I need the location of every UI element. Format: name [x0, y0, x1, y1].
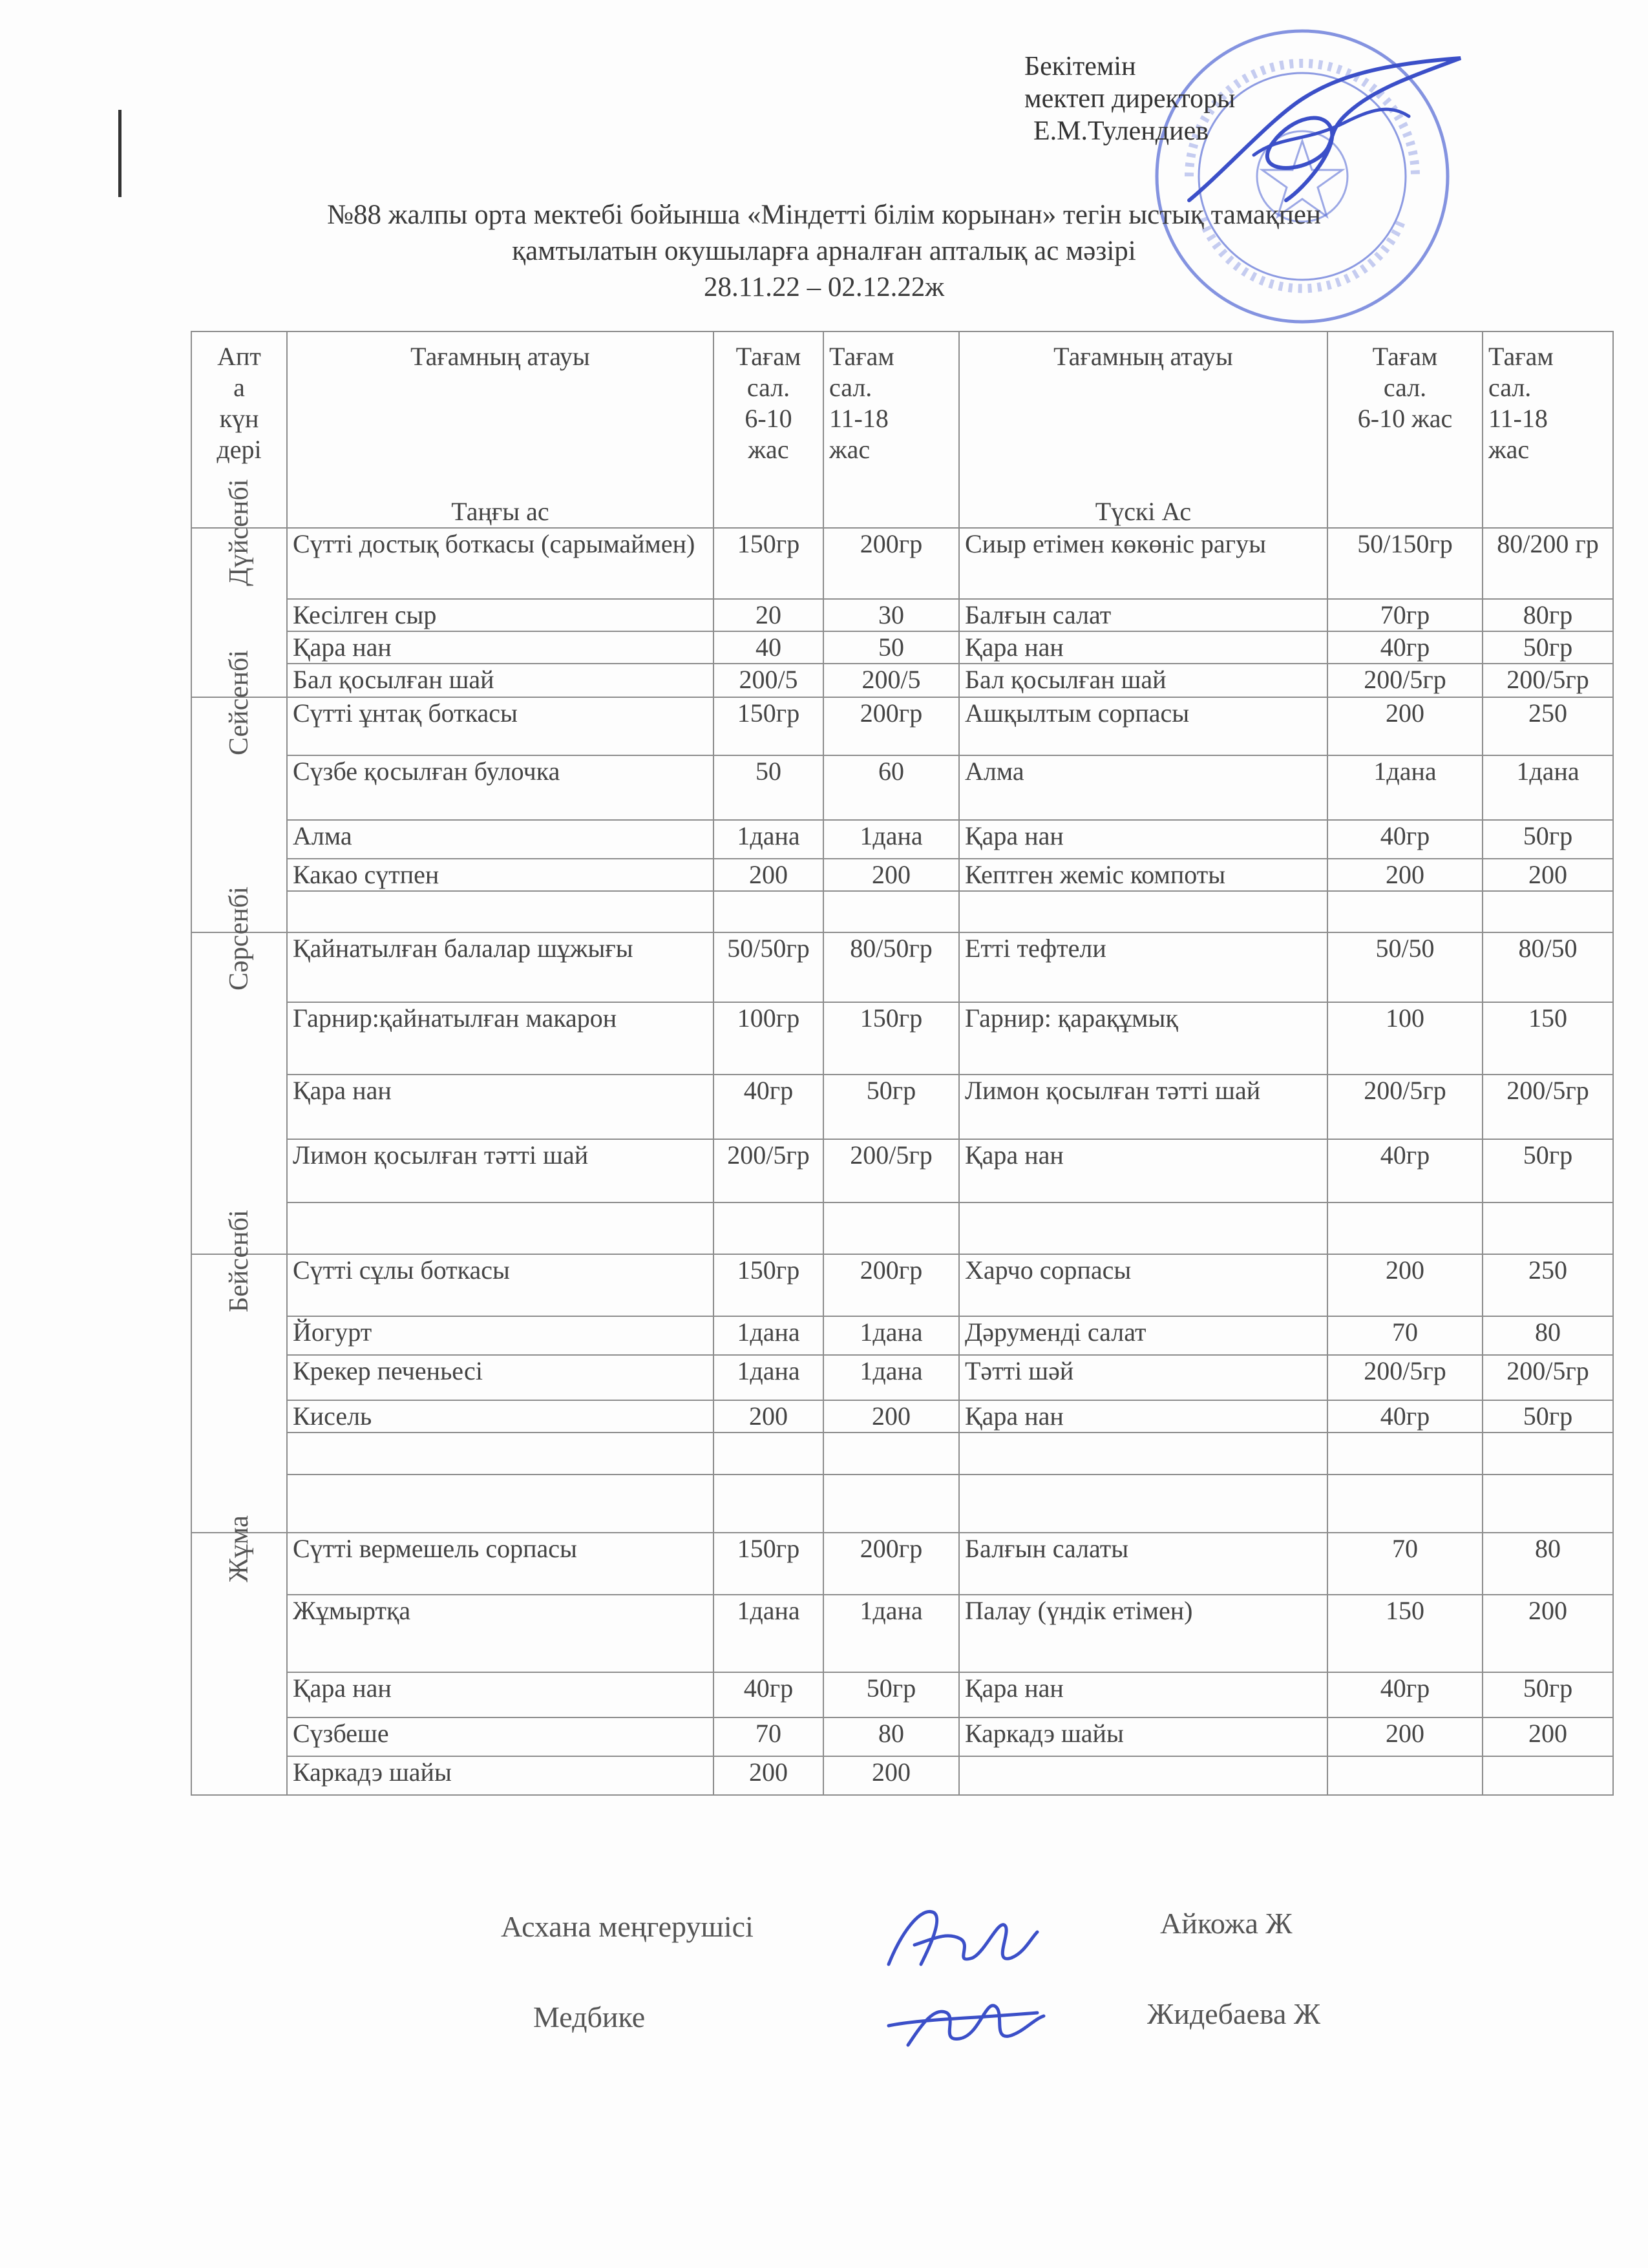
lunch-item: Қара нан [959, 1400, 1327, 1433]
breakfast-portion-11-18: 200 [823, 1756, 959, 1795]
table-row [191, 859, 1613, 891]
breakfast-item: Сүзбеше [287, 1717, 713, 1756]
lunch-portion-11-18 [1483, 891, 1613, 932]
breakfast-portion-6-10: 200 [713, 1756, 823, 1795]
lunch-item [959, 1475, 1327, 1533]
h-l2-l3: 11-18 [1488, 404, 1548, 433]
lunch-portion-6-10: 70 [1327, 1316, 1483, 1355]
breakfast-portion-11-18: 50гр [823, 1075, 959, 1139]
nurse-signature [882, 1980, 1050, 2058]
header-breakfast [287, 331, 713, 528]
breakfast-portion-6-10: 40гр [713, 1075, 823, 1139]
lunch-portion-11-18 [1483, 1475, 1613, 1533]
h-b1-l2: сал. [746, 373, 790, 402]
day-label: Жұма [224, 1515, 254, 1582]
h-b2-l2: сал. [829, 373, 872, 402]
lunch-item: Қара нан [959, 1672, 1327, 1717]
table-row [191, 1595, 1613, 1672]
lunch-portion-11-18 [1483, 1202, 1613, 1254]
table-row [191, 1316, 1613, 1355]
breakfast-portion-6-10: 50 [713, 755, 823, 820]
table-header-row [191, 331, 1613, 528]
lunch-portion-6-10: 70гр [1327, 599, 1483, 631]
breakfast-portion-6-10: 150гр [713, 1254, 823, 1316]
breakfast-portion-6-10 [713, 1433, 823, 1475]
h-l2-l4: жас [1488, 435, 1530, 464]
lunch-portion-11-18: 80/200 гр [1483, 528, 1613, 599]
lunch-item: Балғын салаты [959, 1533, 1327, 1595]
breakfast-item: Жұмыртқа [287, 1595, 713, 1672]
breakfast-portion-6-10: 150гр [713, 528, 823, 599]
nurse-name: Жидебаева Ж [1147, 1997, 1321, 2030]
h-l1-l2: сал. [1383, 373, 1427, 402]
breakfast-portion-11-18: 200/5 [823, 664, 959, 697]
header-day-l3: күн [219, 404, 259, 433]
day-label: Сейсенбі [224, 650, 254, 755]
lunch-portion-6-10 [1327, 1202, 1483, 1254]
lunch-portion-11-18: 200/5гр [1483, 1075, 1613, 1139]
breakfast-portion-11-18: 50гр [823, 1672, 959, 1717]
breakfast-item: Кесілген сыр [287, 599, 713, 631]
table-row [191, 1355, 1613, 1400]
breakfast-item: Гарнир:қайнатылған макарон [287, 1002, 713, 1075]
breakfast-portion-11-18: 200 [823, 1400, 959, 1433]
breakfast-item: Кисель [287, 1400, 713, 1433]
breakfast-portion-11-18 [823, 1475, 959, 1533]
breakfast-item [287, 1433, 713, 1475]
lunch-portion-6-10: 200 [1327, 1717, 1483, 1756]
header-breakfast-11-18 [823, 331, 959, 528]
table-row [191, 1075, 1613, 1139]
day-label: Бейсенбі [224, 1210, 254, 1312]
breakfast-item: Сүзбе қосылған булочка [287, 755, 713, 820]
nurse-role: Медбике [533, 2000, 646, 2033]
breakfast-item: Бал қосылған шай [287, 664, 713, 697]
h-l1-l3: 6-10 жас [1357, 404, 1453, 433]
h-b2-l4: жас [829, 435, 871, 464]
breakfast-portion-6-10 [713, 1475, 823, 1533]
table-row [191, 755, 1613, 820]
breakfast-portion-11-18: 200гр [823, 1533, 959, 1595]
breakfast-item: Қара нан [287, 1075, 713, 1139]
header-day-l4: дері [217, 435, 262, 464]
lunch-portion-11-18: 50гр [1483, 820, 1613, 859]
day-cell [191, 887, 287, 1254]
lunch-portion-6-10: 200 [1327, 1254, 1483, 1316]
table-row [191, 1202, 1613, 1254]
header-breakfast-6-10 [713, 331, 823, 528]
table-row [191, 1672, 1613, 1717]
lunch-portion-6-10: 40гр [1327, 631, 1483, 664]
lunch-portion-11-18 [1483, 1756, 1613, 1795]
lunch-item [959, 891, 1327, 932]
table-row [191, 1139, 1613, 1202]
lunch-portion-6-10: 70 [1327, 1533, 1483, 1595]
h-l1-l1: Тағам [1372, 342, 1438, 371]
breakfast-portion-11-18: 1дана [823, 1316, 959, 1355]
table-row [191, 1475, 1613, 1533]
breakfast-portion-6-10: 200 [713, 1400, 823, 1433]
breakfast-portion-6-10: 20 [713, 599, 823, 631]
breakfast-portion-6-10: 70 [713, 1717, 823, 1756]
breakfast-portion-6-10: 150гр [713, 697, 823, 755]
breakfast-item [287, 1202, 713, 1254]
h-b2-l1: Тағам [829, 342, 894, 371]
breakfast-item: Сүтті вермешель сорпасы [287, 1533, 713, 1595]
lunch-portion-11-18: 150 [1483, 1002, 1613, 1075]
breakfast-portion-11-18: 1дана [823, 1595, 959, 1672]
breakfast-item: Йогурт [287, 1316, 713, 1355]
lunch-item: Қара нан [959, 1139, 1327, 1202]
lunch-item: Кептген жеміс компоты [959, 859, 1327, 891]
lunch-portion-11-18: 200 [1483, 1717, 1613, 1756]
h-b1-l4: жас [748, 435, 789, 464]
breakfast-portion-11-18: 60 [823, 755, 959, 820]
breakfast-portion-6-10: 150гр [713, 1533, 823, 1595]
breakfast-portion-11-18 [823, 1433, 959, 1475]
day-label: Сәрсенбі [224, 887, 254, 991]
lunch-item: Алма [959, 755, 1327, 820]
table-row [191, 631, 1613, 664]
lunch-item [959, 1756, 1327, 1795]
breakfast-portion-6-10: 1дана [713, 1355, 823, 1400]
approval-line-2: мектеп директоры [1024, 84, 1236, 114]
table-row [191, 1533, 1613, 1595]
lunch-item: Тәтті шәй [959, 1355, 1327, 1400]
breakfast-portion-11-18 [823, 1202, 959, 1254]
header-lunch-name: Тағамның атауы [1053, 342, 1233, 371]
header-breakfast-label: Таңғы ас [451, 497, 549, 526]
breakfast-portion-6-10: 200/5гр [713, 1139, 823, 1202]
breakfast-item: Алма [287, 820, 713, 859]
breakfast-item [287, 891, 713, 932]
breakfast-portion-11-18: 200гр [823, 1254, 959, 1316]
breakfast-portion-6-10: 50/50гр [713, 932, 823, 1002]
h-b1-l3: 6-10 [745, 404, 792, 433]
lunch-portion-6-10: 200/5гр [1327, 664, 1483, 697]
breakfast-portion-6-10: 1дана [713, 820, 823, 859]
lunch-portion-11-18: 50гр [1483, 1400, 1613, 1433]
lunch-portion-11-18: 200/5гр [1483, 1355, 1613, 1400]
breakfast-portion-6-10: 40 [713, 631, 823, 664]
lunch-portion-6-10: 200 [1327, 697, 1483, 755]
lunch-item: Гарнир: қарақұмық [959, 1002, 1327, 1075]
table-row [191, 528, 1613, 599]
breakfast-portion-11-18: 200/5гр [823, 1139, 959, 1202]
lunch-portion-11-18: 1дана [1483, 755, 1613, 820]
lunch-item: Каркадэ шайы [959, 1717, 1327, 1756]
breakfast-item: Сүтті сұлы боткасы [287, 1254, 713, 1316]
lunch-portion-6-10: 40гр [1327, 1400, 1483, 1433]
lunch-portion-6-10 [1327, 891, 1483, 932]
h-l2-l2: сал. [1488, 373, 1532, 402]
lunch-portion-11-18: 250 [1483, 1254, 1613, 1316]
breakfast-item: Қара нан [287, 1672, 713, 1717]
breakfast-portion-11-18 [823, 891, 959, 932]
lunch-portion-6-10: 40гр [1327, 820, 1483, 859]
table-row [191, 1756, 1613, 1795]
lunch-portion-6-10: 50/50 [1327, 932, 1483, 1002]
lunch-portion-6-10: 40гр [1327, 1139, 1483, 1202]
breakfast-portion-6-10: 100гр [713, 1002, 823, 1075]
header-lunch-6-10 [1327, 331, 1483, 528]
day-cell [191, 1210, 287, 1533]
table-row [191, 599, 1613, 631]
lunch-portion-11-18: 80 [1483, 1533, 1613, 1595]
table-row [191, 891, 1613, 932]
table-row [191, 1433, 1613, 1475]
lunch-item: Бал қосылған шай [959, 664, 1327, 697]
table-row [191, 1002, 1613, 1075]
lunch-portion-6-10: 1дана [1327, 755, 1483, 820]
table-row [191, 1717, 1613, 1756]
breakfast-item: Сүтті достық боткасы (сарымаймен) [287, 528, 713, 599]
breakfast-portion-6-10: 40гр [713, 1672, 823, 1717]
table-row [191, 664, 1613, 697]
table-row [191, 1400, 1613, 1433]
lunch-portion-11-18: 80 [1483, 1316, 1613, 1355]
lunch-item [959, 1202, 1327, 1254]
lunch-item: Палау (үндік етімен) [959, 1595, 1327, 1672]
breakfast-portion-11-18: 30 [823, 599, 959, 631]
lunch-portion-11-18: 200/5гр [1483, 664, 1613, 697]
breakfast-portion-6-10 [713, 891, 823, 932]
header-lunch-11-18 [1483, 331, 1613, 528]
lunch-item: Лимон қосылған тәтті шай [959, 1075, 1327, 1139]
breakfast-portion-6-10: 200/5 [713, 664, 823, 697]
title-line-2: қамтылатын окушыларға арналған апталық ас мәзірі [512, 236, 1136, 266]
breakfast-portion-11-18: 1дана [823, 820, 959, 859]
header-day-l2: а [233, 373, 245, 402]
breakfast-portion-11-18: 80/50гр [823, 932, 959, 1002]
breakfast-portion-6-10 [713, 1202, 823, 1254]
breakfast-portion-11-18: 1дана [823, 1355, 959, 1400]
breakfast-portion-11-18: 200гр [823, 697, 959, 755]
lunch-portion-11-18: 50гр [1483, 631, 1613, 664]
breakfast-item: Сүтті ұнтақ боткасы [287, 697, 713, 755]
h-b2-l3: 11-18 [829, 404, 889, 433]
lunch-portion-6-10: 200/5гр [1327, 1355, 1483, 1400]
canteen-head-signature [876, 1893, 1044, 1984]
breakfast-portion-11-18: 200гр [823, 528, 959, 599]
lunch-item: Балғын салат [959, 599, 1327, 631]
day-cell [191, 1515, 287, 1795]
lunch-portion-6-10: 150 [1327, 1595, 1483, 1672]
table-row [191, 820, 1613, 859]
lunch-item: Дәруменді салат [959, 1316, 1327, 1355]
lunch-portion-6-10: 50/150гр [1327, 528, 1483, 599]
director-signature [1176, 39, 1474, 220]
lunch-portion-11-18 [1483, 1433, 1613, 1475]
lunch-portion-6-10: 200/5гр [1327, 1075, 1483, 1139]
lunch-item: Ашқылтым сорпасы [959, 697, 1327, 755]
lunch-portion-11-18: 200 [1483, 1595, 1613, 1672]
canteen-head-name: Айкожа Ж [1160, 1907, 1293, 1940]
canteen-head-role: Асхана меңгерушісі [501, 1910, 754, 1943]
breakfast-portion-6-10: 200 [713, 859, 823, 891]
lunch-item: Сиыр етімен көкөніс рагуы [959, 528, 1327, 599]
header-breakfast-name: Тағамның атауы [410, 342, 590, 371]
approval-line-1: Бекітемін [1024, 52, 1136, 81]
table-row [191, 932, 1613, 1002]
weekly-menu-table [191, 331, 1614, 1796]
document-title [0, 197, 1648, 306]
lunch-portion-11-18: 80/50 [1483, 932, 1613, 1002]
lunch-portion-6-10: 100 [1327, 1002, 1483, 1075]
breakfast-item: Қайнатылған балалар шұжығы [287, 932, 713, 1002]
lunch-portion-6-10 [1327, 1433, 1483, 1475]
breakfast-portion-6-10: 1дана [713, 1595, 823, 1672]
lunch-item: Харчо сорпасы [959, 1254, 1327, 1316]
header-lunch [959, 331, 1327, 528]
lunch-item: Етті тефтели [959, 932, 1327, 1002]
header-lunch-label: Түскі Ас [1095, 497, 1192, 526]
breakfast-portion-11-18: 80 [823, 1717, 959, 1756]
lunch-portion-11-18: 200 [1483, 859, 1613, 891]
page-edge-mark [118, 110, 121, 197]
h-b1-l1: Тағам [735, 342, 801, 371]
breakfast-item: Крекер печеньесі [287, 1355, 713, 1400]
lunch-portion-11-18: 80гр [1483, 599, 1613, 631]
lunch-portion-6-10 [1327, 1756, 1483, 1795]
h-l2-l1: Тағам [1488, 342, 1554, 371]
lunch-portion-6-10: 200 [1327, 859, 1483, 891]
breakfast-item: Каркадэ шайы [287, 1756, 713, 1795]
table-row [191, 697, 1613, 755]
breakfast-item [287, 1475, 713, 1533]
approval-line-3: Е.М.Тулендиев [1033, 116, 1209, 146]
breakfast-portion-6-10: 1дана [713, 1316, 823, 1355]
breakfast-item: Қара нан [287, 631, 713, 664]
lunch-portion-11-18: 250 [1483, 697, 1613, 755]
title-line-1: №88 жалпы орта мектебі бойынша «Міндетті білім корынан» тегін ыстық тамақпен [327, 200, 1321, 230]
breakfast-portion-11-18: 50 [823, 631, 959, 664]
header-day-l1: Апт [217, 342, 261, 371]
breakfast-portion-11-18: 150гр [823, 1002, 959, 1075]
day-label: Дүйсенбі [224, 479, 254, 586]
title-line-3: 28.11.22 – 02.12.22ж [703, 272, 945, 302]
breakfast-item: Какао сүтпен [287, 859, 713, 891]
breakfast-portion-11-18: 200 [823, 859, 959, 891]
breakfast-item: Лимон қосылған тәтті шай [287, 1139, 713, 1202]
lunch-portion-6-10 [1327, 1475, 1483, 1533]
lunch-item [959, 1433, 1327, 1475]
lunch-item: Қара нан [959, 820, 1327, 859]
lunch-item: Қара нан [959, 631, 1327, 664]
table-row [191, 1254, 1613, 1316]
lunch-portion-11-18: 50гр [1483, 1672, 1613, 1717]
lunch-portion-6-10: 40гр [1327, 1672, 1483, 1717]
lunch-portion-11-18: 50гр [1483, 1139, 1613, 1202]
